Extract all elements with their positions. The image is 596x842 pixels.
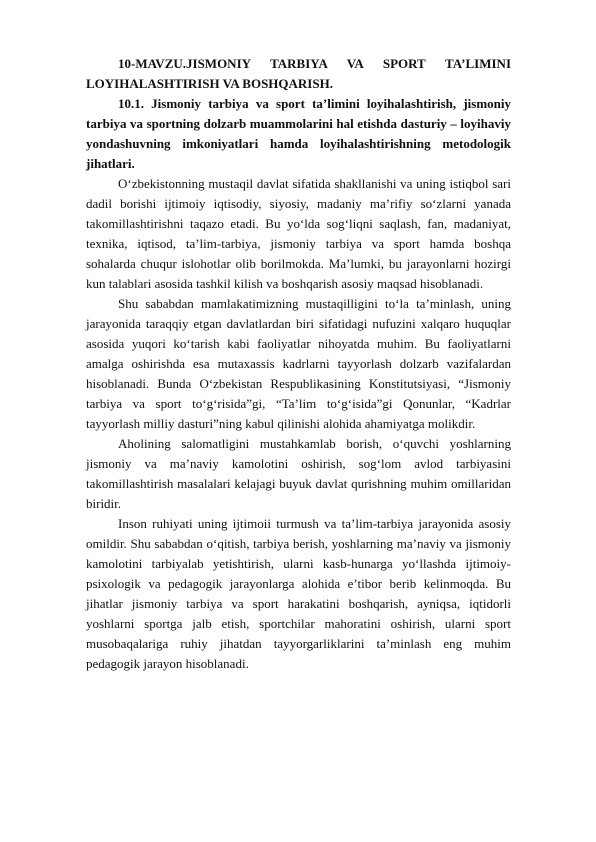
body-paragraph-1: O‘zbekistonning mustaqil davlat sifatida shakllanishi va uning istiqbol sari dadil borishi ijtimoiy iqtisodiy, siyosiy, madaniy ma’rifiy so‘zlarni yanada takomillashtirishni taqazo etadi. Bu yo‘lda sog‘liqni saqlash, fan, madaniyat, texnika, iqtisod, ta’lim-tarbiya, jismoniy tarbiya va sport hamda boshqa sohalarda chuqur islohotlar olib borilmokda. Ma’lumki, bu jarayonlarni hozirgi kun talablari asosida tashkil kilish va boshqarish asosiy maqsad hisoblanadi.: [86, 176, 511, 291]
body-paragraph-3: Aholining salomatligini mustahkamlab borish, o‘quvchi yoshlarning jismoniy va ma’naviy kamolotini oshirish, sog‘lom avlod tarbiyasini takomillashtirish masalalari kelajagi buyuk davlat qurishning muhim omillaridan biridir.: [86, 436, 511, 511]
document-title: [86, 54, 511, 94]
section-subtitle: 10.1. Jismoniy tarbiya va sport ta’limini loyihalashtirish, jismoniy tarbiya va sportning dolzarb muammolarini hal etishda dasturiy – loyihaviy yondashuvning imkoniyatlari hamda loyihalashtirishning metodologik jihatlari.: [86, 96, 511, 171]
document-title-line1: 10-MAVZU.JISMONIY TARBIYA VA SPORT TA’LIMINI: [118, 56, 511, 71]
document-page: [86, 54, 511, 674]
body-paragraph-4: Inson ruhiyati uning ijtimoii turmush va ta’lim-tarbiya jarayonida asosiy omildir. Shu sababdan o‘qitish, tarbiya berish, yoshlarning ma’naviy va jismoniy kamolotini tarbiyalab yetishtirish, ularni kasb-hunarga yo‘llashda ijtimoiy-psixologik va pedagogik jarayonlarga alohida e’tibor berib kelinmoqda. Bu jihatlar jismoniy tarbiya va sport harakatini boshqarish, ayniqsa, iqtidorli yoshlarni sportga jalb etish, sportchilar mahoratini oshirish, ularni sport musobaqalariga ruhiy jihatdan tayyorgarliklarini ta’minlash eng muhim pedagogik jarayon hisoblanadi.: [86, 516, 511, 671]
document-title-line2: LOYIHALASHTIRISH VA BOSHQARISH.: [86, 76, 333, 91]
body-paragraph-2: Shu sababdan mamlakatimizning mustaqilligini to‘la ta’minlash, uning jarayonida taraqqiy etgan davlatlardan biri sifatidagi nufuzini xalqaro huquqlar asosida yuqori ko‘tarish kabi faoliyatlar nihoyatda muhim. Bu faoliyatlarni amalga oshirishda esa mutaxassis kadrlarni tayyorlash dolzarb vazifalardan hisoblanadi. Bunda O‘zbekistan Respublikasining Konstitutsiyasi, “Jismoniy tarbiya va sport to‘g‘risida”gi, “Ta’lim to‘g‘isida”gi Qonunlar, “Kadrlar tayyorlash milliy dasturi”ning kabul qilinishi alohida ahamiyatga molikdir.: [86, 296, 511, 431]
